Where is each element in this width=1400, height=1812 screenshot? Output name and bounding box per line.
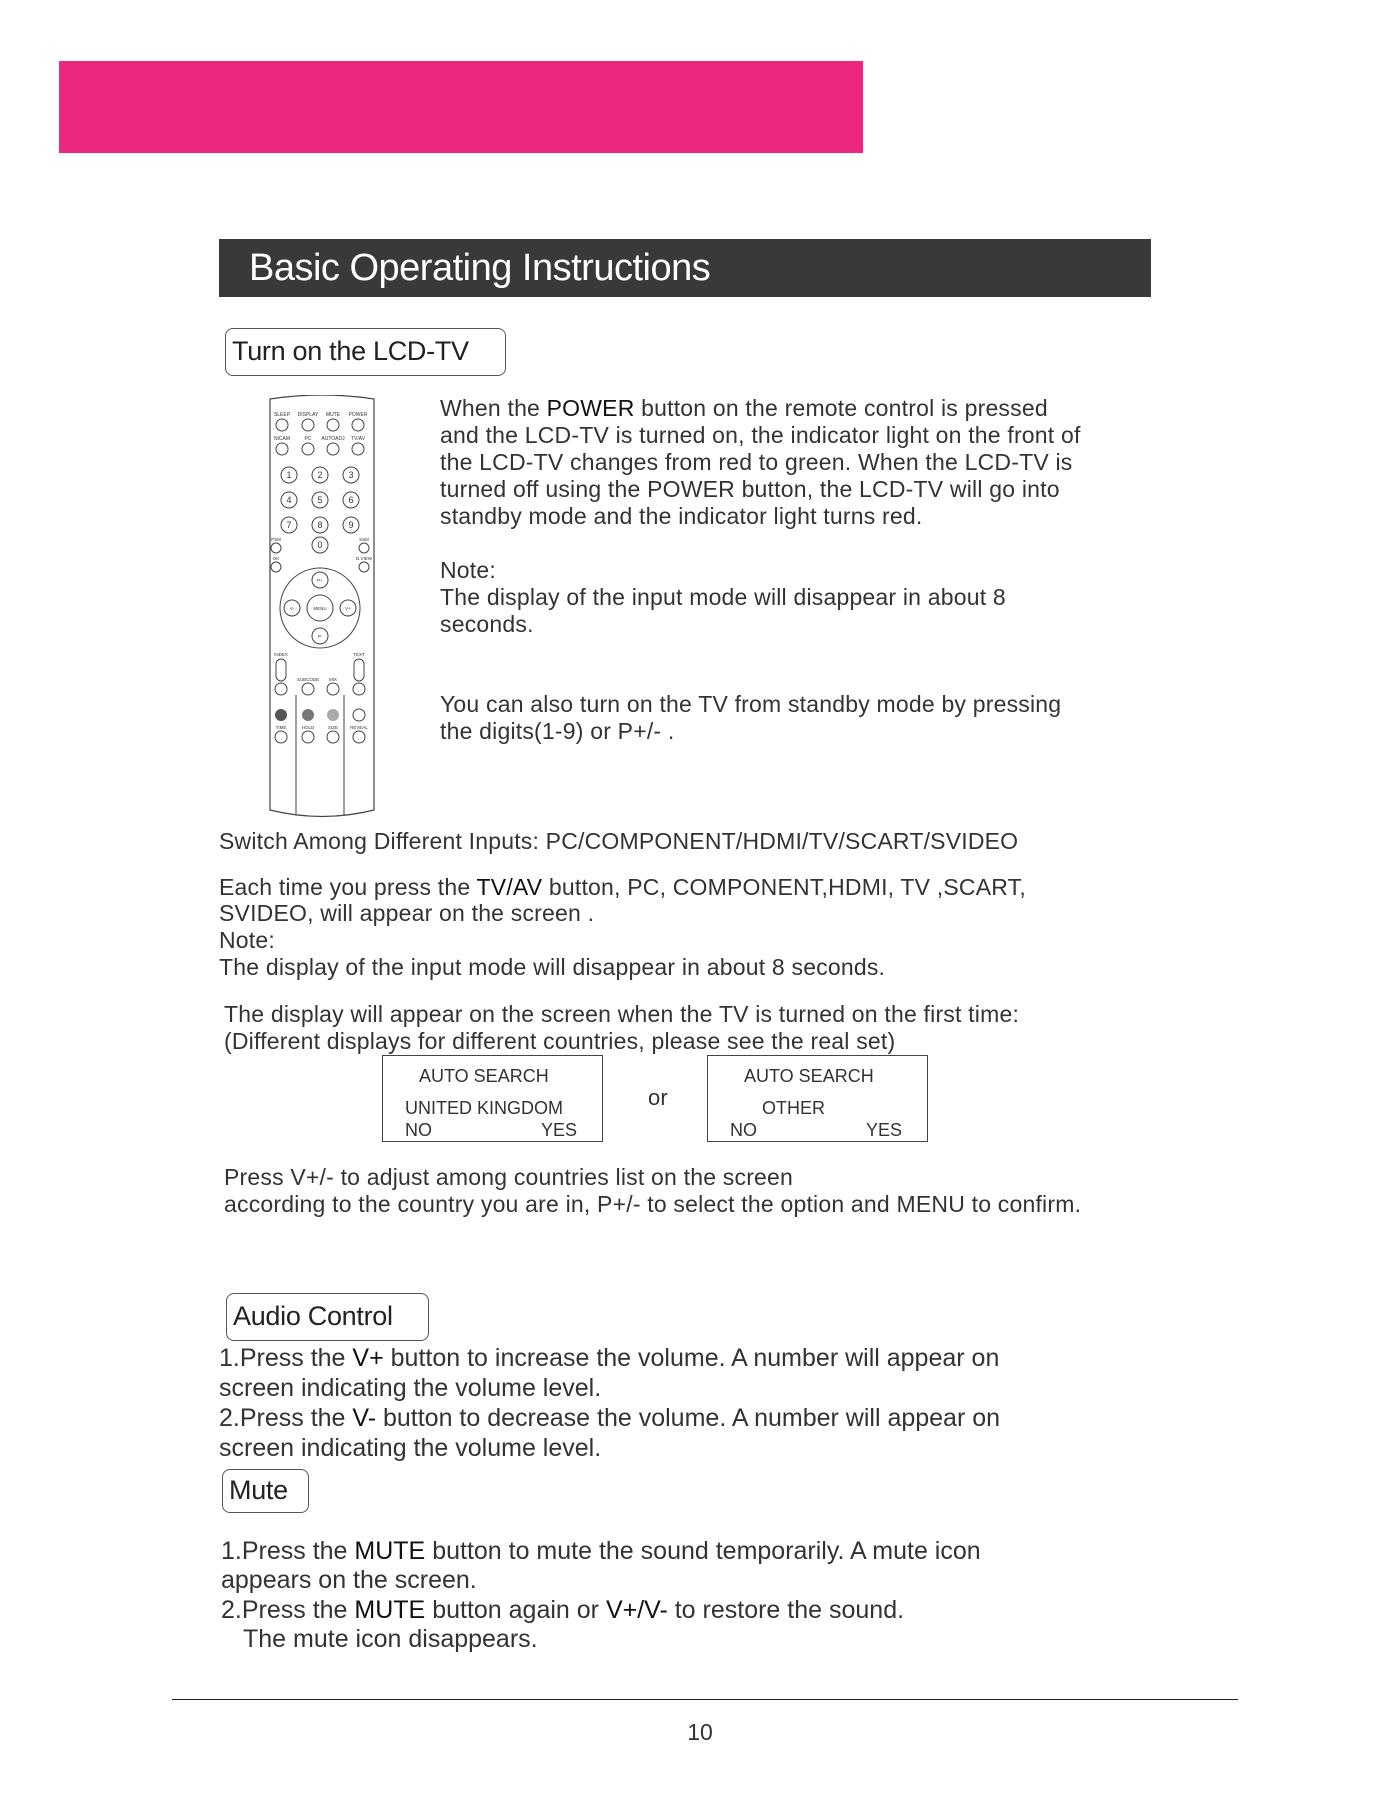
mute-line-1: 1.Press the MUTE button to mute the sound temporarily. A mute icon	[221, 1537, 981, 1565]
page-number: 10	[687, 1719, 713, 1745]
vplus-vminus-key-label: V+/V-	[605, 1596, 668, 1624]
audio-line-2: screen indicating the volume level.	[219, 1374, 602, 1402]
uk-box-yes: YES	[541, 1120, 578, 1140]
v-plus-key-label: V+	[352, 1344, 384, 1372]
remote-digit-5: 5	[317, 495, 323, 505]
section-tab-audio-control: Audio Control	[226, 1293, 429, 1341]
power-instruction-line-1: When the POWER button on the remote control is pressed	[440, 395, 1048, 421]
first-time-line-2: (Different displays for different countries, please see the real set)	[224, 1028, 896, 1054]
remote-label-dview: D.VIEW	[355, 556, 373, 561]
mute-key-label-2: MUTE	[354, 1596, 426, 1624]
remote-label-mute: MUTE	[325, 412, 341, 418]
turn-on-note-line-1: The display of the input mode will disappear in about 8	[440, 584, 1006, 610]
audio-line-4: screen indicating the volume level.	[219, 1434, 602, 1462]
mute-line-2: appears on the screen.	[221, 1566, 477, 1594]
section-tab-turn-on: Turn on the LCD-TV	[225, 328, 506, 376]
remote-label-mix: MIX	[328, 677, 338, 682]
turn-on-note-line-2: seconds.	[440, 611, 534, 637]
power-instruction-line-2: and the LCD-TV is turned on, the indicator light on the front of	[440, 422, 1081, 448]
remote-label-power: POWER	[348, 412, 368, 418]
remote-digit-1: 1	[286, 470, 292, 480]
turn-on-note-label: Note:	[440, 557, 496, 583]
power-key-label: POWER	[546, 395, 635, 421]
remote-digit-3: 3	[348, 470, 354, 480]
remote-digit-6: 6	[348, 495, 354, 505]
remote-label-index: INDEX	[274, 652, 288, 657]
footer-divider	[172, 1699, 1238, 1700]
remote-digit-0: 0	[317, 540, 323, 550]
mute-line-4: The mute icon disappears.	[243, 1625, 538, 1653]
section-tab-mute: Mute	[222, 1469, 309, 1513]
standby-line-1: You can also turn on the TV from standby mode by pressing	[440, 691, 1062, 717]
remote-color-key-green	[302, 709, 314, 721]
remote-label-nicam: NICAM	[273, 436, 291, 442]
remote-label-size: SIZE	[327, 725, 339, 730]
remote-color-key-red	[275, 709, 287, 721]
remote-digit-9: 9	[348, 520, 354, 530]
audio-line-3: 2.Press the V- button to decrease the volume. A number will appear on	[219, 1404, 1001, 1432]
remote-label-p-plus: P+	[317, 578, 323, 583]
remote-label-pc: PC	[304, 436, 312, 442]
remote-label-reveal: REVEAL	[350, 725, 368, 730]
mute-key-label: MUTE	[354, 1537, 426, 1565]
page-title: Basic Operating Instructions	[219, 239, 1151, 297]
or-label: or	[648, 1085, 668, 1110]
remote-label-autoadj: AUTOADJ	[321, 436, 345, 442]
remote-control-illustration	[262, 395, 382, 820]
uk-box-country: UNITED KINGDOM	[405, 1098, 564, 1118]
remote-label-hold: HOLD	[301, 725, 315, 730]
power-instruction-line-4: turned off using the POWER button, the LCD-TV will go into	[440, 476, 1060, 502]
other-box-no: NO	[730, 1120, 757, 1140]
first-time-line-1: The display will appear on the screen when the TV is turned on the first time:	[224, 1001, 1020, 1027]
mute-line-3: 2.Press the MUTE button again or V+/V- to restore the sound.	[221, 1596, 905, 1624]
inputs-note-line: The display of the input mode will disappear in about 8 seconds.	[219, 954, 886, 980]
remote-label-tvav: TV/AV	[350, 436, 366, 442]
inputs-line-1: Each time you press the TV/AV button, PC, COMPONENT,HDMI, TV ,SCART,	[219, 874, 1026, 900]
other-box-country: OTHER	[762, 1098, 825, 1118]
v-minus-key-label: V-	[352, 1404, 377, 1432]
remote-label-menu: MENU	[313, 606, 327, 611]
remote-label-subcode: SUBCODE	[296, 677, 320, 682]
remote-label-sleep: SLEEP	[273, 412, 291, 418]
remote-label-v-minus: V-	[289, 606, 295, 611]
header-color-bar	[59, 61, 863, 153]
remote-label-display: DISPLAY	[297, 412, 319, 418]
tvav-key-label: TV/AV	[476, 874, 543, 900]
auto-search-box-other	[707, 1055, 928, 1142]
remote-control-drawing	[262, 395, 382, 820]
remote-label-p-minus: P-	[317, 634, 323, 639]
remote-color-key-cyan	[327, 709, 339, 721]
inputs-line-2: SVIDEO, will appear on the screen .	[219, 900, 595, 926]
remote-label-text: TEXT	[353, 652, 365, 657]
uk-box-title: AUTO SEARCH	[419, 1066, 549, 1086]
remote-label-psm: PSM	[271, 537, 281, 542]
remote-digit-4: 4	[286, 495, 292, 505]
remote-label-ssm: SSM	[359, 537, 369, 542]
remote-label-time: TIME	[275, 725, 287, 730]
remote-digit-7: 7	[286, 520, 292, 530]
other-box-yes: YES	[866, 1120, 903, 1140]
standby-line-2: the digits(1-9) or P+/- .	[440, 718, 675, 744]
remote-digit-8: 8	[317, 520, 323, 530]
power-instruction-line-5: standby mode and the indicator light turns red.	[440, 503, 923, 529]
audio-line-1: 1.Press the V+ button to increase the volume. A number will appear on	[219, 1344, 1000, 1372]
power-instruction-line-3: the LCD-TV changes from red to green. When the LCD-TV is	[440, 449, 1073, 475]
uk-box-no: NO	[405, 1120, 432, 1140]
press-line-2: according to the country you are in, P+/- to select the option and MENU to confirm.	[224, 1191, 1082, 1217]
other-box-title: AUTO SEARCH	[744, 1066, 874, 1086]
remote-digit-2: 2	[317, 470, 323, 480]
remote-label-ok: OK	[272, 556, 280, 561]
press-line-1: Press V+/- to adjust among countries list on the screen	[224, 1164, 794, 1190]
inputs-note-label: Note:	[219, 927, 275, 953]
inputs-heading: Switch Among Different Inputs: PC/COMPONENT/HDMI/TV/SCART/SVIDEO	[219, 828, 1019, 854]
auto-search-box-uk	[382, 1055, 603, 1142]
remote-label-v-plus: V+	[345, 606, 351, 611]
